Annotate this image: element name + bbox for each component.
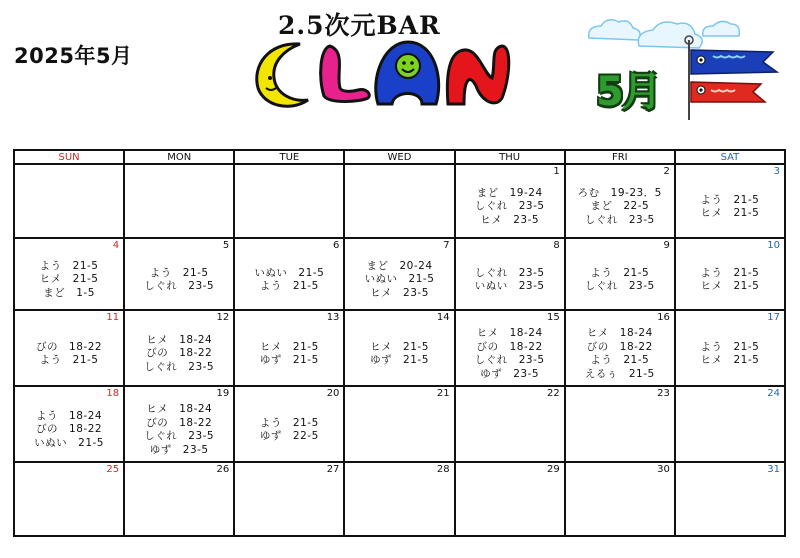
shift-list [456, 253, 564, 307]
day-number: 20 [326, 388, 340, 399]
shift-entry: えるぅ 21-5 [584, 367, 655, 380]
cloud-icon [589, 20, 740, 48]
day-number: 11 [106, 312, 120, 323]
calendar-day-cell [14, 386, 124, 462]
shift-entry: びの 18-22 [146, 416, 213, 429]
shift-entry: ヒメ 21-5 [370, 340, 429, 353]
shift-list [15, 325, 123, 383]
calendar-day-cell [14, 462, 124, 536]
calendar-day-cell [455, 386, 565, 462]
koinobori-icon [691, 50, 777, 102]
day-number: 30 [657, 464, 670, 475]
shift-entry: まど 19-24 [476, 186, 543, 199]
calendar-day-cell [565, 386, 675, 462]
shift-list [15, 401, 123, 459]
calendar-day-cell [565, 310, 675, 386]
day-number: 10 [767, 240, 780, 251]
day-number: 21 [436, 388, 450, 399]
day-number: 14 [436, 312, 450, 323]
calendar-week-row [14, 386, 785, 462]
shift-list [15, 253, 123, 307]
calendar-day-cell [124, 164, 234, 238]
calendar-day-cell [234, 164, 344, 238]
calendar-day-cell [344, 386, 454, 462]
day-number: 3 [773, 166, 780, 177]
month-big-label: 5月 [596, 69, 660, 115]
shift-entry: しぐれ 23-5 [144, 360, 215, 373]
day-number: 29 [546, 464, 560, 475]
shift-entry: しぐれ 23-5 [474, 266, 545, 279]
day-number: 8 [553, 240, 560, 251]
shift-entry: ゆず 22-5 [259, 430, 319, 442]
calendar-day-cell [14, 238, 124, 310]
shift-entry: ヒメ 18-24 [586, 327, 653, 339]
shift-entry: しぐれ 23-5 [584, 280, 655, 292]
shift-entry: しぐれ 23-5 [144, 430, 215, 442]
day-number: 23 [657, 388, 670, 399]
crescent-moon-icon [257, 44, 308, 106]
calendar-day-cell [675, 238, 785, 310]
smiley-face-icon [376, 42, 439, 104]
day-number: 12 [216, 312, 230, 323]
calendar-week-row [14, 462, 785, 536]
shift-entry: ヒメ 21-5 [39, 273, 99, 286]
day-number: 4 [112, 240, 120, 251]
month-year-title: 2025年5月 [14, 44, 133, 68]
shift-entry: ヒメ 23-5 [370, 286, 429, 299]
calendar-week-row [14, 310, 785, 386]
calendar-day-cell [565, 164, 675, 238]
calendar-day-cell [124, 238, 234, 310]
shift-entry: いぬい 21-5 [364, 273, 435, 286]
shift-entry: よう 21-5 [700, 340, 760, 353]
shift-entry: びの 18-22 [146, 347, 213, 360]
calendar-day-cell [675, 310, 785, 386]
shift-entry: よう 21-5 [39, 354, 99, 366]
calendar-day-cell [675, 386, 785, 462]
calendar-day-cell [124, 310, 234, 386]
calendar-day-cell [234, 238, 344, 310]
day-number: 19 [216, 388, 230, 399]
day-number: 6 [333, 240, 340, 251]
day-number: 31 [767, 464, 780, 475]
weekday-header-fri: FRI [565, 150, 675, 164]
calendar-day-cell [455, 462, 565, 536]
shift-entry: しぐれ 23-5 [474, 354, 545, 366]
shift-entry: ヒメ 18-24 [146, 333, 213, 346]
calendar-day-cell [14, 164, 124, 238]
calendar-day-cell [124, 462, 234, 536]
shift-entry: よう 21-5 [39, 259, 99, 272]
weekday-header-row [14, 150, 785, 164]
weekday-header-tue: TUE [234, 150, 344, 164]
shift-list [566, 325, 674, 383]
shift-entry: よう 21-5 [590, 354, 650, 366]
shift-entry: びの 18-22 [36, 340, 103, 353]
calendar-day-cell [565, 462, 675, 536]
shift-entry: ヒメ 21-5 [700, 207, 760, 219]
calendar-day-cell [675, 164, 785, 238]
shift-entry: まど 20-24 [366, 259, 433, 272]
day-number: 16 [657, 312, 670, 323]
shift-entry: びの 18-22 [36, 423, 103, 436]
calendar-day-cell [124, 386, 234, 462]
day-number: 13 [326, 312, 340, 323]
calendar-day-cell [675, 462, 785, 536]
calendar-day-cell [455, 238, 565, 310]
day-number: 22 [546, 388, 560, 399]
shift-list [125, 401, 233, 459]
weekday-header-thu: THU [455, 150, 565, 164]
calendar-day-cell [344, 310, 454, 386]
shift-list [456, 325, 564, 383]
shift-list [235, 401, 343, 459]
shift-entry: ゆず 21-5 [370, 354, 429, 366]
calendar-day-cell [14, 310, 124, 386]
shift-entry: よう 21-5 [149, 266, 209, 279]
shift-list [676, 179, 784, 235]
day-number: 18 [106, 388, 120, 399]
day-number: 17 [767, 312, 780, 323]
shift-entry: しぐれ 23-5 [584, 213, 655, 226]
day-number: 25 [106, 464, 120, 475]
shift-list [125, 253, 233, 307]
shift-entry: ゆず 23-5 [480, 367, 540, 380]
calendar-week-row [14, 238, 785, 310]
calendar-day-cell [565, 238, 675, 310]
shift-entry: ヒメ 21-5 [700, 280, 760, 292]
shift-list [676, 253, 784, 307]
day-number: 24 [767, 388, 780, 399]
calendar-day-cell [344, 238, 454, 310]
weekday-header-sat: SAT [675, 150, 785, 164]
shift-entry: まど 22-5 [590, 200, 650, 213]
shift-entry: よう 21-5 [590, 266, 650, 279]
shift-list [235, 253, 343, 307]
weekday-header-wed: WED [344, 150, 454, 164]
day-number: 28 [436, 464, 450, 475]
shift-list [345, 253, 453, 307]
calendar-day-cell [234, 386, 344, 462]
shift-entry: びの 18-22 [476, 340, 543, 353]
shift-entry: よう 21-5 [259, 416, 319, 429]
shift-entry: ゆず 23-5 [149, 443, 209, 456]
shift-entry: しぐれ 23-5 [144, 280, 215, 292]
shift-list [345, 325, 453, 383]
shift-entry: よう 21-5 [700, 266, 760, 279]
clan-logo [250, 38, 512, 110]
day-number: 7 [443, 240, 450, 251]
day-number: 1 [553, 166, 560, 177]
shift-entry: びの 18-22 [586, 340, 653, 353]
day-number: 9 [663, 240, 670, 251]
shift-entry: ろむ 19-23．5 [577, 186, 662, 199]
shift-entry: よう 18-24 [36, 409, 103, 422]
shift-entry: いぬい 21-5 [254, 266, 325, 279]
shift-list [676, 325, 784, 383]
shift-list [235, 325, 343, 383]
calendar-day-cell [455, 164, 565, 238]
shift-entry: ゆず 21-5 [259, 354, 319, 366]
calendar-day-cell [234, 310, 344, 386]
bar-name-heading: 2.5次元BAR [278, 11, 441, 40]
day-number: 15 [546, 312, 560, 323]
calendar-grid [13, 149, 786, 537]
shift-entry: ヒメ 23-5 [480, 213, 540, 226]
calendar-day-cell [455, 310, 565, 386]
shift-entry: いぬい 21-5 [34, 436, 104, 449]
shift-list [566, 179, 674, 235]
day-number: 2 [663, 166, 670, 177]
weekday-header-sun: SUN [14, 150, 124, 164]
shift-entry: ヒメ 21-5 [259, 340, 319, 353]
weekday-header-mon: MON [124, 150, 234, 164]
shift-entry: よう 21-5 [700, 193, 760, 206]
day-number: 27 [326, 464, 340, 475]
shift-list [456, 179, 564, 235]
calendar-week-row [14, 164, 785, 238]
day-number: 5 [222, 240, 230, 251]
day-number: 26 [216, 464, 230, 475]
shift-entry: ヒメ 18-24 [476, 327, 543, 339]
calendar-day-cell [234, 462, 344, 536]
shift-entry: よう 21-5 [259, 280, 319, 292]
shift-entry: ヒメ 21-5 [700, 354, 760, 366]
shift-entry: いぬい 23-5 [474, 280, 545, 292]
calendar-day-cell [344, 462, 454, 536]
shift-entry: しぐれ 23-5 [474, 200, 545, 213]
calendar-day-cell [344, 164, 454, 238]
shift-entry: まど 1-5 [43, 286, 95, 299]
shift-entry: ヒメ 18-24 [146, 403, 213, 415]
shift-list [125, 325, 233, 383]
shift-list [566, 253, 674, 307]
